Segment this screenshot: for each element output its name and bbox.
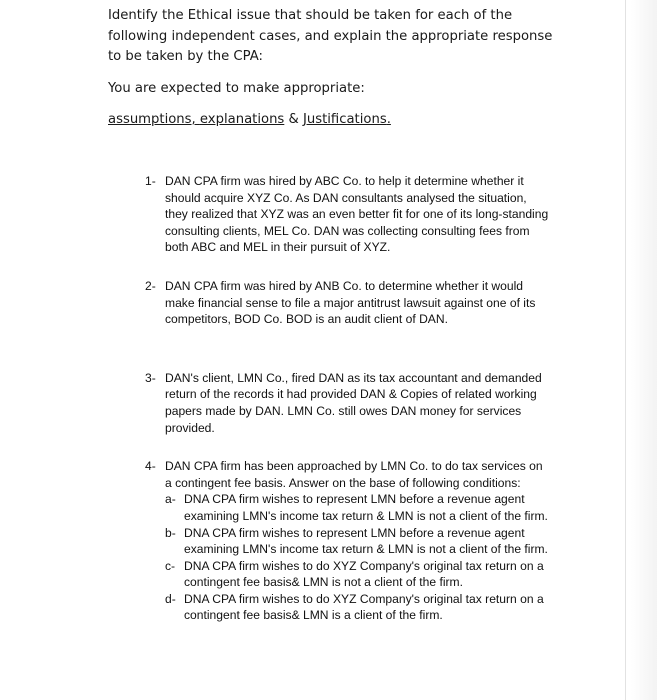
sub-item-letter: d- <box>165 591 176 606</box>
sub-item-letter: a- <box>165 492 176 507</box>
term-end: . <box>386 112 391 127</box>
case-item-2 <box>145 278 550 328</box>
case-item-3 <box>145 370 550 436</box>
case-text: DAN CPA firm was hired by ANB Co. to determine whether it would make financial sense to file a major antitrust lawsuit against one of its competitors, BOD Co. BOD is an audit client of DAN. <box>165 278 536 327</box>
sub-item-c <box>165 558 550 591</box>
page-edge <box>625 0 626 700</box>
term-assumptions: assumptions <box>108 112 192 127</box>
sub-item-d <box>165 591 550 624</box>
term-separator-1: , <box>191 112 200 127</box>
sub-item-letter: c- <box>165 558 176 573</box>
term-explanations: explanations <box>199 112 285 127</box>
case-number: 3- <box>145 370 156 385</box>
sub-item-a <box>165 491 550 524</box>
expected-terms <box>108 110 558 131</box>
case-number: 1- <box>145 174 156 188</box>
sub-item-b <box>165 525 550 558</box>
sub-item-text: DNA CPA firm wishes to represent LMN before a revenue agent examining LMN's income tax return & LMN is not a client of the firm. <box>184 492 548 523</box>
instruction-text: Identify the Ethical issue that should be taken for each of the following independent cases, and explain the appropriate response to be taken by the CPA: <box>108 8 553 64</box>
intro-section <box>108 6 558 131</box>
sub-item-text: DNA CPA firm wishes to represent LMN before a revenue agent examining LMN's income tax return & LMN is not a client of the firm. <box>184 525 548 557</box>
term-separator-2: & <box>284 112 303 127</box>
case-text: DAN's client, LMN Co., fired DAN as its tax accountant and demanded return of the records it had provided DAN & Copies of related working papers made by DAN. LMN Co. still owes DAN money for services provided. <box>165 370 542 435</box>
sub-item-text: DNA CPA firm wishes to do XYZ Company's original tax return on a contingent fee basis& LMN is a client of the firm. <box>184 591 544 623</box>
case-item-1 <box>145 173 550 256</box>
case-number: 2- <box>145 278 156 293</box>
case-body <box>165 458 550 624</box>
case-text: DAN CPA firm has been approached by LMN Co. to do tax services on a contingent fee basis. Answer on the base of following conditions: <box>165 459 543 490</box>
expectation-text: You are expected to make appropriate: <box>108 80 365 96</box>
case-item-4 <box>145 458 550 624</box>
case-number: 4- <box>145 459 156 474</box>
case-list <box>145 173 550 624</box>
sub-item-letter: b- <box>165 525 176 540</box>
case-text: DAN CPA firm was hired by ABC Co. to help it determine whether it should acquire XYZ Co. As DAN consultants analysed the situation, they realized that XYZ was an even better fit for one of its long-standing consulting clients, MEL Co. DAN was collecting consulting fees from both ABC and MEL in their pursuit of XYZ. <box>165 174 549 255</box>
sub-item-text: DNA CPA firm wishes to do XYZ Company's original tax return on a contingent fee basis& LMN is not a client of the firm. <box>184 558 544 590</box>
term-justifications: Justifications <box>302 112 387 127</box>
